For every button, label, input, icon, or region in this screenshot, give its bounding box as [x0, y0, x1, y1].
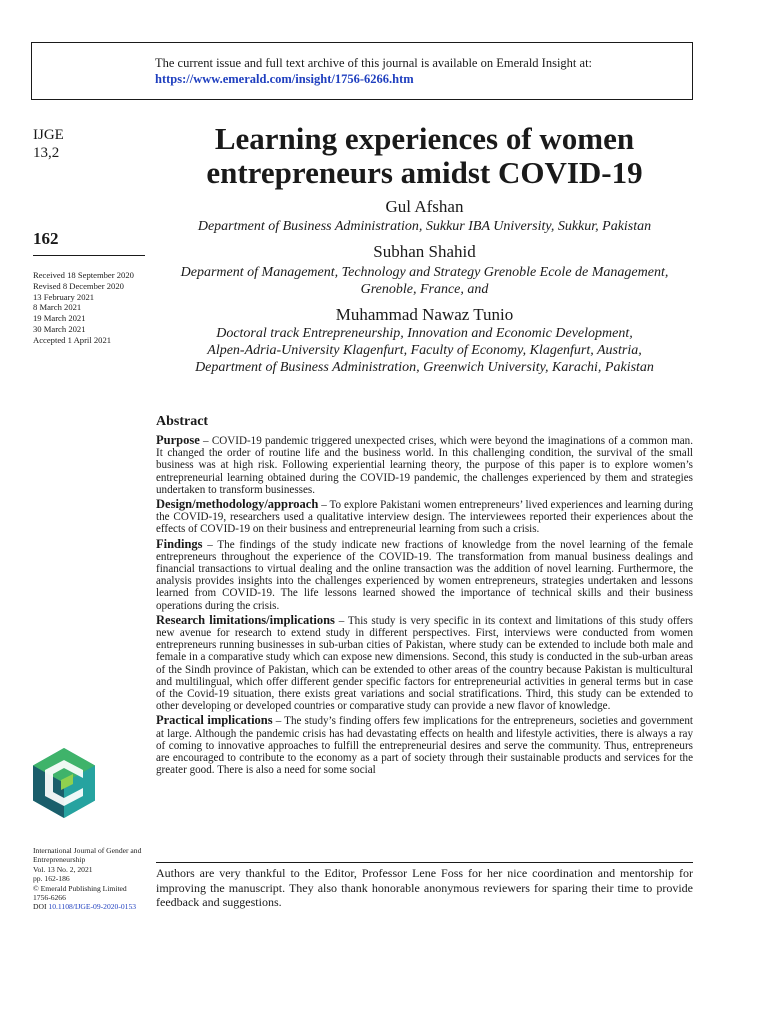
copyright: © Emerald Publishing Limited — [33, 883, 127, 893]
section-text: – COVID-19 pandemic triggered unexpected crises, which were beyond the imaginations of a common man. It changed the order of routine life and the business world. In this challenging condition, the survival of the small business was at high risk. Following experiential learning theory, the purpose of this paper is to explore women’s entrepreneurial learning obtained during the COVID-19 pandemic, the challenges experienced by them and strategies undertaken to transform businesses. — [156, 435, 693, 496]
date-line: 8 March 2021 — [33, 302, 82, 313]
doi-line — [33, 902, 158, 911]
archive-banner — [31, 42, 693, 100]
author-affiliation — [156, 325, 693, 376]
affiliation-line: Alpen-Adria-University Klagenfurt, Faculty of Economy, Klagenfurt, Austria, — [207, 343, 642, 358]
affiliation-line: Doctoral track Entrepreneurship, Innovation and Economic Development, — [216, 326, 633, 341]
abstract-section-practical — [156, 714, 693, 776]
date-line: Accepted 1 April 2021 — [33, 334, 112, 345]
acknowledgement: Authors are very thankful to the Editor, Professor Lene Foss for her nice coordination and mentorship for improving the manuscript. They also thank honorable anonymous reviewers for sparing their time to provide feedback and suggestions. — [156, 866, 693, 909]
author-affiliation — [156, 218, 693, 235]
section-label: Purpose — [156, 433, 200, 447]
affiliation-line: Department of Business Administration, Greenwich University, Karachi, Pakistan — [195, 360, 654, 375]
submission-dates — [33, 270, 134, 346]
abstract-body — [156, 434, 693, 778]
affiliation-line: Grenoble, France, and — [360, 282, 489, 297]
abstract-section-design — [156, 498, 693, 536]
volume-issue: 13,2 — [33, 145, 60, 161]
section-label: Research limitations/implications — [156, 612, 335, 627]
journal-code — [33, 126, 64, 162]
abstract-section-limitations — [156, 614, 693, 713]
issn: 1756-6266 — [33, 893, 66, 903]
abstract-heading: Abstract — [156, 414, 209, 429]
section-text: – To explore Pakistani women entrepreneurs’ lived experiences and learning during the COVID-19, researchers used a qualitative interview design. The interviewees reported their experiences about the effects of COVID-19 on their business and entrepreneurial learning from such a crisis. — [156, 499, 693, 536]
affiliation-line: Department of Business Administration, Sukkur IBA University, Sukkur, Pakistan — [197, 219, 652, 234]
date-line: 13 February 2021 — [33, 291, 95, 302]
doi-label: DOI — [33, 902, 47, 912]
section-label: Practical implications — [156, 713, 273, 728]
emerald-insight-link[interactable]: https://www.emerald.com/insight/1756-6266.htm — [155, 72, 414, 86]
banner-note: The current issue and full text archive of this journal is available on Emerald Insight at: — [155, 56, 593, 70]
journal-abbrev: IJGE — [33, 127, 64, 143]
footnote-divider — [156, 862, 693, 863]
section-text: – This study is very specific in its context and limitations of this study offers new avenue for research to extend study in different perspectives. First, interviews were conducted from women entrepreneurs running businesses in sub-urban cities of Pakistan, where study can be extended to include both male and female in a comparative study which can expose new dimensions. Second, this study is conducted in the sub-urban areas of the Sindh province of Pakistan, which can be extended to other areas of the country because Pakistan is multicultural and multilingual, which offer different gender specific factors for entrepreneurial activities in general terms but in case of the Covid-19 situation, there exists great variations and social stratifications. Third, this study can be extended to other developing or developed countries or comparative study can provide a new flavor of knowledge. — [156, 614, 694, 713]
section-label: Findings — [156, 536, 203, 551]
journal-info — [33, 846, 158, 912]
abstract-section-purpose — [156, 434, 693, 496]
doi-link[interactable]: 10.1108/IJGE-09-2020-0153 — [48, 902, 137, 912]
journal-pages: pp. 162-186 — [33, 874, 70, 884]
journal-vol: Vol. 13 No. 2, 2021 — [33, 864, 93, 874]
section-label: Design/methodology/approach — [156, 497, 319, 512]
emerald-logo-icon — [33, 748, 95, 823]
title-line: entrepreneurs amidst COVID-19 — [206, 155, 643, 190]
paper-title — [156, 122, 693, 190]
date-line: 30 March 2021 — [33, 323, 86, 334]
section-text: – The findings of the study indicate new fractions of knowledge from the novel learning of the female entrepreneurs throughout the experience of the COVID-19. The transformation from manual business dealings and financial transactions to virtual dealing and the online transaction was the addition of novel learning. Furthermore, the analysis provides insights into the challenges experienced by women entrepreneurs, strategies undertaken and lessons learned from COVID-19. The life lessons learned showed the importance of technical skills and their business operations during the crisis. — [156, 538, 693, 612]
date-line: Received 18 September 2020 — [33, 270, 134, 280]
date-line: 19 March 2021 — [33, 313, 86, 324]
date-line: Revised 8 December 2020 — [33, 280, 124, 291]
title-line: Learning experiences of women — [214, 121, 635, 156]
author-name: Subhan Shahid — [373, 242, 476, 261]
banner-text — [155, 55, 592, 87]
author-name: Gul Afshan — [385, 197, 464, 216]
author-name: Muhammad Nawaz Tunio — [335, 305, 514, 324]
journal-name: International Journal of Gender and Entrepreneurship — [33, 846, 142, 865]
abstract-section-findings — [156, 538, 693, 612]
affiliation-line: Deparment of Management, Technology and Strategy Grenoble Ecole de Management, — [180, 265, 669, 280]
page-number: 162 — [33, 229, 59, 248]
divider — [33, 255, 145, 256]
section-text: – The study’s finding offers few implications for the entrepreneurs, societies and government at large. Although the pandemic crisis has had devastating effects on health and lifestyle activities, there is always a ray of coming to innovative approaches to fulfill the entrepreneurial desires and serve the community. Thus, entrepreneurs are encouraged to contribute to the economy as a part of society through their sustainable products and services for the greater good. There is also a need for some social — [156, 715, 693, 777]
author-affiliation — [156, 264, 693, 298]
